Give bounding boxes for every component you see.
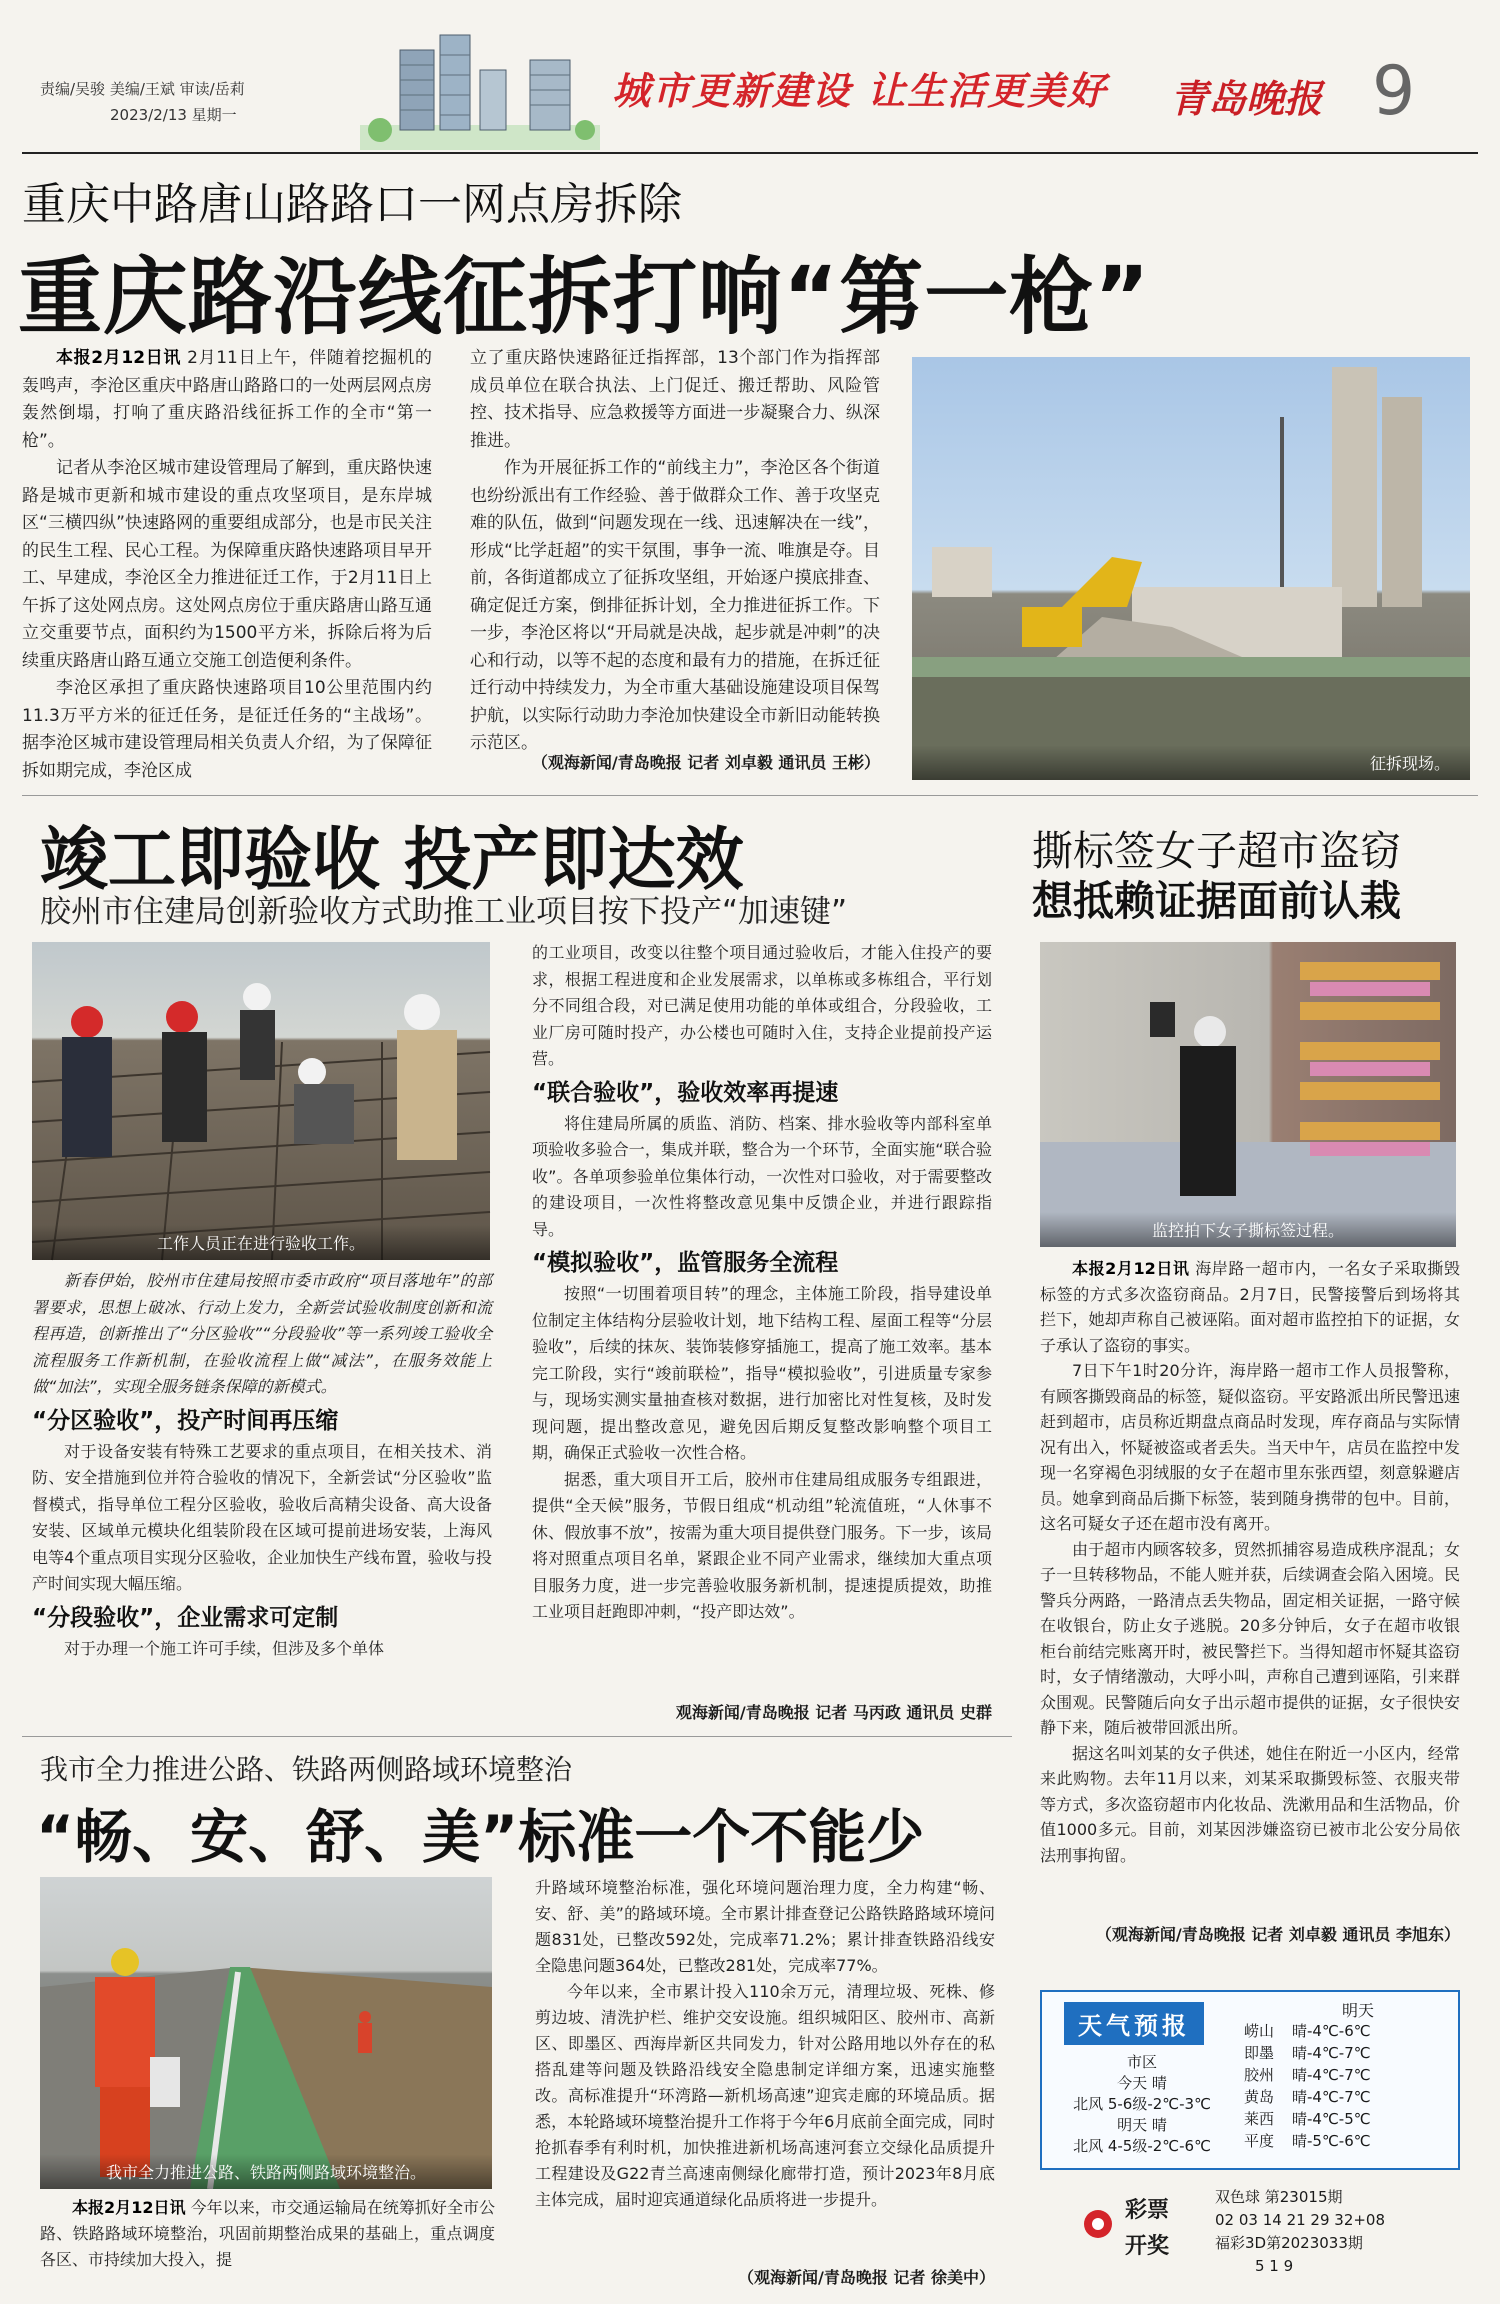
photo-caption: 我市全力推进公路、铁路两侧路域环境整治。: [40, 2154, 492, 2189]
header-rule: [22, 152, 1478, 154]
article2-credit: 观海新闻/青岛晚报 记者 马丙政 通讯员 史群: [675, 1703, 992, 1722]
subheading: “分区验收”，投产时间再压缩: [32, 1407, 339, 1434]
city-weather: 晴-5℃-6℃: [1292, 2132, 1371, 2150]
paragraph: 对于设备安装有特殊工艺要求的重点项目，在相关技术、消防、安全措施到位并符合验收的情况下，全新尝试“分区验收”监督模式，指导单位工程分区验收，验收后高精尖设备、高大设备安装、区域单元模块化组装阶段在区域可提前进场安装，上海风电等4个重点项目实现分区验收，企业加快生产线布置，验收与投产时间实现大幅压缩。: [32, 1441, 492, 1593]
paragraph: 作为开展征拆工作的“前线主力”，李沧区各个街道也纷纷派出有工作经验、善于做群众工作、善于攻坚克难的队伍，做到“问题发现在一线、迅速解决在一线”，形成“比学赶超”的实干氛围，事争一流、唯旗是夺。目前，各街道都成立了征拆攻坚组，开始逐户摸底排查、确定促迁方案，倒排征拆计划，全力推进征拆工作。下一步，李沧区将以“开局就是决战，起步就是冲刺”的决心和行动，以等不起的态度和最有力的措施，在拆迁征迁行动中持续发力，为全市重大基础设施建设项目保驾护航，以实际行动助力李沧加快建设全市新旧动能转换示范区。: [470, 458, 880, 753]
demolition-photo: [912, 357, 1470, 780]
paragraph: 今年以来，市交通运输局在统筹抓好全市公路、铁路路域环境整治，巩固前期整治成果的基础上，重点调度各区、市持续加大投入，提: [40, 2198, 495, 2269]
photo-caption: 工作人员正在进行验收工作。: [32, 1225, 490, 1260]
article4-credit: （观海新闻/青岛晚报 记者 徐美中）: [738, 2268, 995, 2287]
lottery-label: [1125, 2196, 1169, 2262]
supermarket-scene: [1040, 942, 1456, 1247]
article4-headline: “畅、安、舒、美”标准一个不能少: [36, 1803, 925, 1871]
city-weather: 晴-4℃-7℃: [1292, 2066, 1371, 2084]
weather-box: [1040, 1990, 1460, 2170]
paragraph: 7日下午1时20分许，海岸路一超市工作人员报警称，有顾客撕毁商品的标签，疑似盗窃。平安路派出所民警迅速赶到超市，店员称近期盘点商品时发现，库存商品与实际情况有出入，怀疑被盗或者丢失。当天中午，店员在监控中发现一名穿褐色羽绒服的女子在超市里东张西望，刻意躲避店员。她拿到商品后撕下标签，装到随身携带的包中。目前，这名可疑女子还在超市没有离开。: [1040, 1361, 1460, 1533]
city-name: 平度: [1244, 2132, 1275, 2150]
article1-col2: [470, 345, 880, 753]
article3-body: [1040, 1256, 1460, 1890]
article2-headline: 竣工即验收 投产即达效: [40, 821, 744, 900]
workers-scene: [32, 942, 490, 1260]
paragraph: 李沧区承担了重庆路快速路项目10公里范围内约11.3万平方米的征迁任务，是征迁任务的“主战场”。据李沧区城市建设管理局相关负责人介绍，为了保障征拆如期完成，李沧区成: [22, 678, 432, 781]
paragraph: 按照“一切围着项目转”的理念，主体施工阶段，指导建设单位制定主体结构分层验收计划，地下结构工程、屋面工程等“分层验收”，后续的抹灰、装饰装修穿插施工，提高了施工效率。基本完工阶段，实行“竣前联检”，指导“模拟验收”，引进质量专家参与，现场实测实量抽查核对数据，进行加密比对性复核，及时发现问题，提出整改意见，避免因后期反复整改影响整个项目工期，确保正式验收一次性合格。: [532, 1284, 992, 1462]
editors-line: 责编/吴骏 美编/王斌 审读/岳莉: [40, 80, 245, 98]
acceptance-photo: [32, 942, 490, 1260]
subheading: “联合验收”，验收效率再提速: [532, 1079, 839, 1106]
article3-kicker: 撕标签女子超市盗窃: [1032, 827, 1401, 875]
paragraph: 升路域环境整治标准，强化环境问题治理力度，全力构建“畅、安、舒、美”的路域环境。全市累计排查登记公路铁路路域环境问题831处，已整改592处，完成率71.2%；累计排查铁路沿线安全隐患问题364处，已整改281处，完成率77%。: [535, 1878, 995, 1975]
city-name: 黄岛: [1244, 2088, 1275, 2106]
lottery-label-line: 开奖: [1125, 2234, 1170, 2259]
paragraph: 对于办理一个施工许可手续，但涉及多个单体: [64, 1638, 385, 1658]
lottery-line: 福彩3D第2023033期: [1215, 2234, 1363, 2252]
paragraph: 今年以来，全市累计投入110余万元，清理垃圾、死株、修剪边坡、清洗护栏、维护交安设施。组织城阳区、胶州市、高新区、即墨区、西海岸新区共同发力，针对公路用地以外存在的私搭乱建等问题及铁路沿线安全隐患制定详细方案，迅速实施整改。高标准提升“环湾路—新机场高速”迎宾走廊的环境品质。据悉，本轮路域环境整治提升工作将于今年6月底前全面完成，同时抢抓春季有利时机，加快推进新机场高速河套立交绿化品质提升工程建设及G22青兰高速南侧绿化廊带打造，预计2023年8月底主体完成，届时迎宾通道绿化品质将进一步提升。: [535, 1982, 995, 2209]
paragraph: 海岸路一超市内，一名女子采取撕毁标签的方式多次盗窃商品。2月7日，民警接警后到场将其拦下，她却声称自己被诬陷。面对超市监控拍下的证据，女子承认了盗窃的事实。: [1040, 1259, 1460, 1355]
subheading: “分段验收”，企业需求可定制: [32, 1604, 339, 1631]
article1-credit: （观海新闻/青岛晚报 记者 刘卓毅 通讯员 王彬）: [531, 753, 880, 772]
article1-col1: [22, 345, 433, 781]
city-name: 胶州: [1244, 2066, 1275, 2084]
article1-kicker: 重庆中路唐山路路口一网点房拆除: [22, 179, 682, 230]
article4-col2: [535, 1875, 995, 2270]
city-name: 莱西: [1244, 2110, 1275, 2128]
article3-headline: 想抵赖证据面前认栽: [1032, 877, 1401, 925]
dateline: 本报2月12日讯: [1072, 1259, 1190, 1278]
paragraph: 立了重庆路快速路征迁指挥部，13个部门作为指挥部成员单位在联合执法、上门促迁、搬迁帮助、风险管控、技术指导、应急救援等方面进一步凝聚合力、纵深推进。: [470, 348, 880, 451]
weather-local: [1052, 2052, 1232, 2157]
newspaper-name: 青岛晚报: [1170, 76, 1323, 121]
article4-kicker: 我市全力推进公路、铁路两侧路域环境整治: [40, 1753, 573, 1786]
road-scene: [40, 1877, 492, 2189]
paragraph: 的工业项目，改变以往整个项目通过验收后，才能入住投产的要求，根据工程进度和企业发展需求，以单栋或多栋组合，平行划分不同组合段，对已满足使用功能的单体或组合，分段验收，工业厂房可随时投产，办公楼也可随时入住，支持企业提前投产运营。: [532, 943, 992, 1068]
photo-caption: 监控拍下女子撕标签过程。: [1040, 1212, 1456, 1247]
weather-city-row: [1244, 2108, 1454, 2130]
paragraph: 将住建局所属的质监、消防、档案、排水验收等内部科室单项验收多验合一，集成并联，整合为一个环节，全面实施“联合验收”。各单项参验单位集体行动，一次性对口验收，对于需要整改的建设项目，一次性将整改意见集中反馈企业，并进行跟踪指导。: [532, 1113, 992, 1239]
surveillance-photo: [1040, 942, 1456, 1247]
lottery-box: [1040, 2182, 1460, 2292]
article2-col1: [32, 1268, 492, 1700]
weather-title: 天气预报: [1064, 2002, 1204, 2045]
weather-city-row: [1244, 2064, 1454, 2086]
weather-city-row: [1244, 2086, 1454, 2108]
dateline: 本报2月12日讯: [56, 348, 182, 368]
lottery-logo-icon: [1082, 2208, 1114, 2240]
weather-line: 明天 晴: [1117, 2116, 1167, 2134]
masthead: [0, 0, 1500, 150]
city-weather: 晴-4℃-5℃: [1292, 2110, 1371, 2128]
city-name: 即墨: [1244, 2044, 1275, 2062]
subheading: “模拟验收”，监管服务全流程: [532, 1250, 839, 1276]
city-weather: 晴-4℃-6℃: [1292, 2022, 1371, 2040]
lottery-label-line: 彩票: [1125, 2198, 1170, 2223]
paragraph: 据这名叫刘某的女子供述，她住在附近一小区内，经常来此购物。去年11月以来，刘某采取撕毁标签、衣服夹带等方式，多次盗窃超市内化妆品、洗漱用品和生活物品，价值1000多元。目前，刘某因涉嫌盗窃已被市北公安分局依法刑事拘留。: [1040, 1743, 1460, 1865]
city-weather: 晴-4℃-7℃: [1292, 2088, 1371, 2106]
paragraph: 记者从李沧区城市建设管理局了解到，重庆路快速路是城市更新和城市建设的重点攻坚项目，是东岸城区“三横四纵”快速路网的重要组成部分，也是市民关注的民生工程、民心工程。为保障重庆路快速路项目早开工、早建成，李沧区全力推进征迁工作，于2月11日上午拆了这处网点房。这处网点房位于重庆路唐山路互通立交重要节点，面积约为1500平方米，拆除后将为后续重庆路唐山路互通立交施工创造便利条件。: [22, 458, 432, 671]
city-weather: 晴-4℃-7℃: [1292, 2044, 1371, 2062]
photo-caption: 征拆现场。: [912, 745, 1470, 780]
city-name: 崂山: [1244, 2022, 1275, 2040]
page-slogan: 城市更新建设 让生活更美好: [612, 69, 1108, 113]
demolition-scene: [912, 357, 1470, 780]
lottery-results: [1215, 2186, 1455, 2278]
article3-credit: （观海新闻/青岛晚报 记者 刘卓毅 通讯员 李旭东）: [1095, 1925, 1460, 1944]
lottery-line: 双色球 第23015期: [1215, 2188, 1343, 2206]
weather-line: 市区: [1126, 2053, 1157, 2071]
roadside-photo: [40, 1877, 492, 2189]
article2-subhead: 胶州市住建局创新验收方式助推工业项目按下投产“加速键”: [40, 894, 848, 930]
paragraph: 由于超市内顾客较多，贸然抓捕容易造成秩序混乱；女子一旦转移物品，不能人赃并获，后续调查会陷入困境。民警兵分两路，一路清点丢失物品，固定相关证据，一路守候在收银台，防止女子逃脱。20多分钟后，女子在超市收银柜台前结完账离开时，被民警拦下。当得知超市怀疑其盗窃时，女子情绪激动，大呼小叫，声称自己遭到诬陷，引来群众围观。民警随后向女子出示超市提供的证据，女子很快安静下来，随后被带回派出所。: [1040, 1539, 1460, 1737]
dateline: 本报2月12日讯: [72, 2198, 186, 2217]
weather-city-row: [1244, 2020, 1454, 2042]
lottery-line: 02 03 14 21 29 32+08: [1215, 2211, 1386, 2229]
article4-col1: [40, 2195, 495, 2285]
weather-line: 北风 4-5级-2℃-6℃: [1073, 2137, 1211, 2155]
page-number: 9: [1372, 52, 1416, 131]
divider: [22, 1736, 1012, 1737]
weather-cities: [1244, 2020, 1454, 2152]
lottery-line: 5 1 9: [1255, 2257, 1294, 2275]
issue-date: 2023/2/13 星期一: [110, 106, 237, 124]
paragraph: 新春伊始，胶州市住建局按照市委市政府“项目落地年”的部署要求，思想上破冰、行动上发力，全新尝试验收制度创新和流程再造，创新推出了“分区验收”“分段验收”等一系列竣工验收全流程服务工作新机制，在验收流程上做“减法”，在服务效能上做“加法”，实现全服务链条保障的新模式。: [32, 1271, 492, 1396]
weather-line: 今天 晴: [1117, 2074, 1167, 2092]
weather-city-row: [1244, 2130, 1454, 2152]
paragraph: 2月11日上午，伴随着挖掘机的轰鸣声，李沧区重庆中路唐山路路口的一处两层网点房轰然倒塌，打响了重庆路沿线征拆工作的全市“第一枪”。: [22, 348, 433, 451]
city-buildings-illustration: [360, 30, 600, 150]
weather-right-title: 明天: [1342, 2001, 1375, 2020]
article1-headline: 重庆路沿线征拆打响“第一枪”: [18, 248, 1151, 346]
article2-col2: [532, 940, 992, 1695]
weather-line: 北风 5-6级-2℃-3℃: [1073, 2095, 1211, 2113]
weather-city-row: [1244, 2042, 1454, 2064]
divider: [22, 795, 1478, 796]
paragraph: 据悉，重大项目开工后，胶州市住建局组成服务专组跟进，提供“全天候”服务，节假日组成“机动组”轮流值班，“人休事不休、假放事不放”，按需为重大项目提供登门服务。下一步，该局将对照重点项目名单，紧跟企业不同产业需求，继续加大重点项目服务力度，进一步完善验收服务新机制，提速提质提效，助推工业项目赶跑即冲刺，“投产即达效”。: [532, 1469, 992, 1621]
